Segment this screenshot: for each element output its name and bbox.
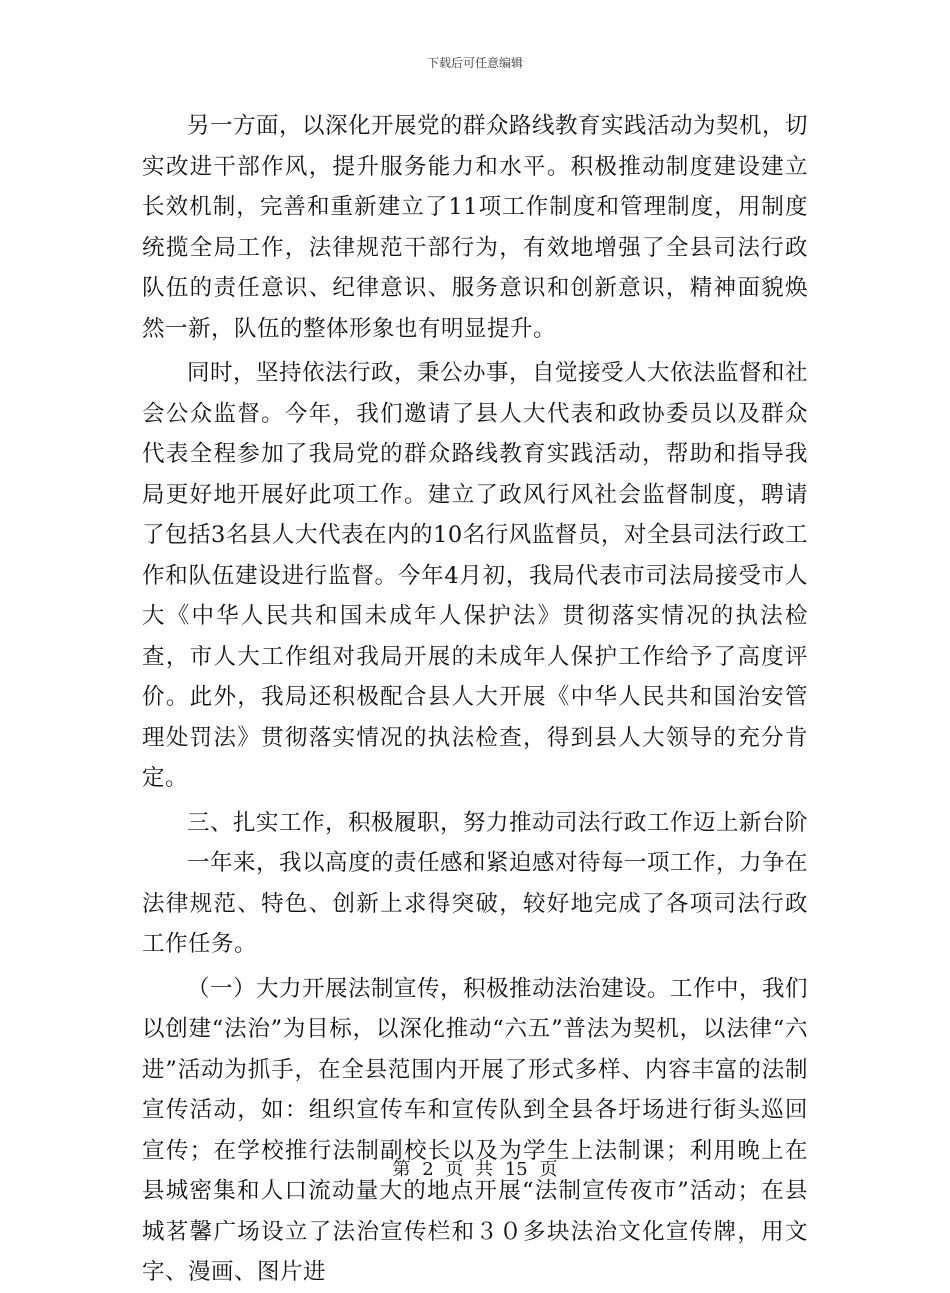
paragraph-year-summary: 一年来，我以高度的责任感和紧迫感对待每一项工作，力争在法律规范、特色、创新上求得突破，较好地完成了各项司法行政工作任务。 [142,850,809,957]
page-number: 第 2 页 共 15 页 [392,1159,558,1180]
paragraph-work-style: 另一方面，以深化开展党的群众路线教育实践活动为契机，切实改进干部作风，提升服务能力和水平。积极推动制度建设建立长效机制，完善和重新建立了11项工作制度和管理制度，用制度统揽全局工作，法律规范干部行为，有效地增强了全县司法行政队伍的责任意识、纪律意识、服务意识和创新意识，精神面貌焕然一新，队伍的整体形象也有明显提升。 [142,113,809,342]
document-body [142,106,808,1293]
section-heading: 三、扎实工作，积极履职，努力推动司法行政工作迈上新台阶 [187,809,809,836]
paragraph-supervision: 同时，坚持依法行政，秉公办事，自觉接受人大依法监督和社会公众监督。今年，我们邀请了县人大代表和政协委员以及群众代表全程参加了我局党的群众路线教育实践活动，帮助和指导我局更好地开展好此项工作。建立了政风行风社会监督制度，聘请了包括3名县人大代表在内的10名行风监督员，对全县司法行政工作和队伍建设进行监督。今年4月初，我局代表市司法局接受市人大《中华人民共和国未成年人保护法》贯彻落实情况的执法检查，市人大工作组对我局开展的未成年人保护工作给予了高度评价。此外，我局还积极配合县人大开展《中华人民共和国治安管理处罚法》贯彻落实情况的执法检查，得到县人大领导的充分肯定。 [142,360,809,791]
paragraph-legal-publicity: （一）大力开展法制宣传，积极推动法治建设。工作中，我们以创建“法治”为目标，以深化推动“六五”普法为契机，以法律“六进”活动为抓手，在全县范围内开展了形式多样、内容丰富的法制宣传活动，如：组织宣传车和宣传队到全县各圩场进行街头巡回宣传；在学校推行法制副校长以及为学生上法制课；利用晚上在县城密集和人口流动量大的地点开展“法制宣传夜市”活动；在县城茗馨广场设立了法治宣传栏和３０多块法治文化宣传牌，用文字、漫画、图片进 [142,975,809,1285]
page-header-note: 下载后可任意编辑 [426,56,523,70]
